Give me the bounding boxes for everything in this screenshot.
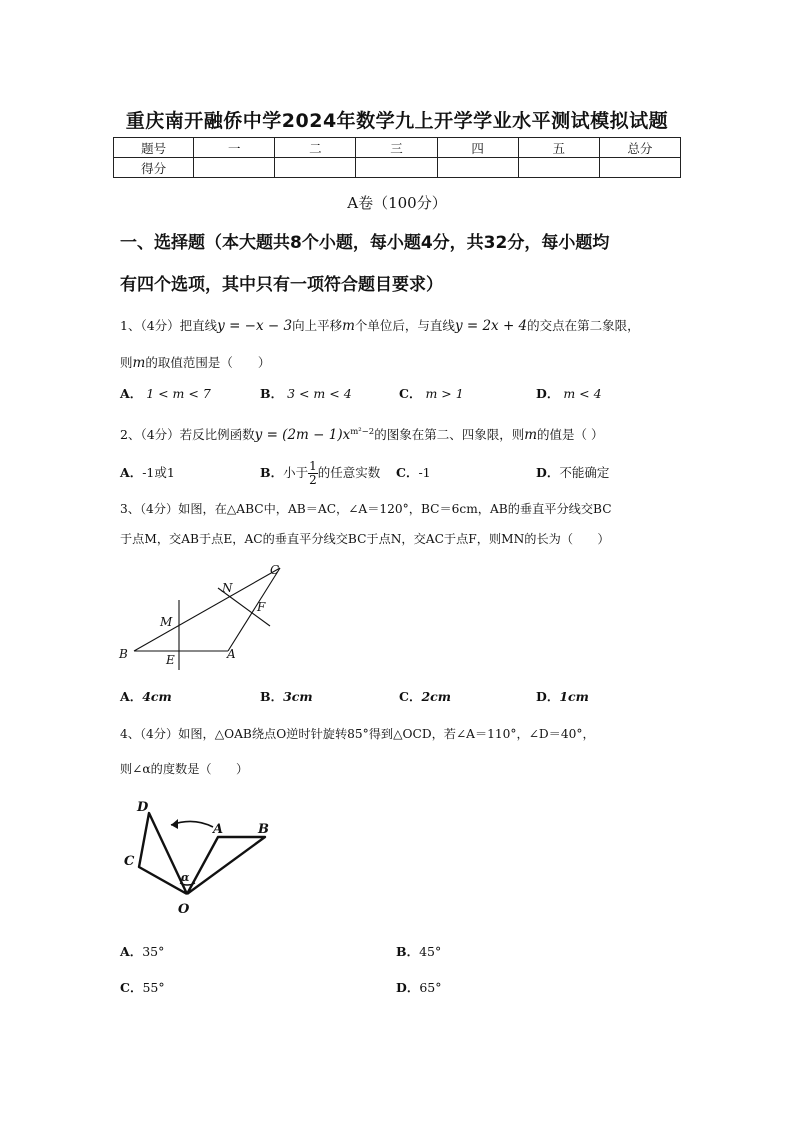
question-3-line-2: 于点M，交AB于点E，AC的垂直平分线交BC于点N，交AC于点F，则MN的长为（ ） (120, 532, 610, 546)
math-variable: m (132, 355, 146, 371)
math-expression: y = 2x + 4 (454, 318, 528, 334)
option-text: -1或1 (142, 465, 175, 480)
question-text: 2、（4分）若反比例函数 (120, 427, 255, 443)
option-c[interactable] (399, 688, 451, 706)
point-label: B (119, 647, 128, 661)
option-b[interactable] (396, 943, 441, 961)
score-input-cell[interactable] (194, 158, 275, 178)
option-b[interactable] (260, 455, 380, 491)
option-d[interactable] (396, 979, 442, 997)
question-text: 的交点在第二象限， (527, 318, 640, 333)
segment-ac (228, 568, 280, 651)
option-b[interactable] (260, 688, 313, 706)
table-cell: 得分 (114, 158, 194, 178)
option-label: C． (396, 465, 419, 480)
option-label: B． (260, 386, 284, 401)
fraction-denominator: 2 (309, 473, 317, 487)
table-cell: 题号 (114, 138, 194, 158)
option-d[interactable] (536, 688, 589, 706)
option-text: 的任意实数 (317, 465, 381, 480)
option-label: A． (120, 689, 143, 704)
question-2-line-1 (120, 423, 680, 444)
question-text: 向上平移 (292, 318, 343, 333)
option-text: 1 < m < 7 (146, 386, 211, 401)
option-a[interactable] (120, 688, 172, 706)
option-text: 不能确定 (559, 465, 610, 480)
option-label: D． (536, 689, 560, 704)
question-4-line-1: 4、（4分）如图，△OAB绕点O逆时针旋转85°得到△OCD，若∠A＝110°，∠D＝40°， (120, 727, 595, 741)
option-text: 2cm (421, 689, 451, 704)
table-cell: 三 (356, 138, 437, 158)
math-exponent: m²−2 (350, 427, 375, 437)
question-3-line-1: 3、（4分）如图，在△ABC中，AB＝AC，∠A＝120°，BC＝6cm，AB的垂直平分线交BC (120, 502, 612, 516)
option-a[interactable] (120, 943, 164, 961)
option-text: 55° (142, 980, 165, 995)
question-text: 的图象在第二、四象限，则 (374, 427, 525, 443)
option-c[interactable] (120, 979, 165, 997)
option-label: C． (399, 386, 422, 401)
point-label: E (166, 653, 175, 667)
point-label: A (227, 647, 236, 661)
point-label: N (222, 581, 233, 595)
section-subtitle: A卷（100分） (347, 194, 447, 212)
option-label: B． (260, 465, 284, 480)
question-text: 则 (120, 355, 133, 370)
option-text: 65° (419, 980, 442, 995)
option-a[interactable] (120, 464, 175, 482)
option-text: m < 4 (563, 386, 602, 401)
question-text: 个单位后，与直线 (354, 318, 455, 333)
table-cell: 五 (518, 138, 599, 158)
question-text: 的值是（ ） (537, 427, 604, 443)
option-b[interactable] (260, 385, 352, 403)
question-text: 1、（4分）把直线 (120, 318, 218, 333)
fraction (308, 460, 318, 487)
point-label: C (124, 854, 135, 869)
option-d[interactable] (536, 464, 609, 482)
option-text: 3 < m < 4 (287, 386, 352, 401)
option-a[interactable] (120, 385, 211, 403)
point-label: O (178, 902, 190, 917)
score-input-cell[interactable] (275, 158, 356, 178)
option-label: A． (120, 944, 143, 959)
point-label: F (257, 600, 266, 614)
score-table-score-row (114, 158, 681, 178)
section-heading-line-1: 一、选择题（本大题共8个小题，每小题4分，共32分，每小题均 (120, 233, 610, 253)
option-text: 35° (142, 944, 165, 959)
point-label: D (137, 800, 149, 815)
triangle-oab (187, 837, 265, 894)
score-input-cell[interactable] (518, 158, 599, 178)
math-variable: m (524, 427, 538, 444)
question-text: 的取值范围是（ ） (145, 355, 271, 370)
option-d[interactable] (536, 385, 602, 403)
point-label: M (160, 615, 173, 629)
math-variable: m (342, 318, 355, 334)
option-text: 小于 (283, 465, 309, 480)
option-label: C． (399, 689, 422, 704)
question-1-line-2 (120, 354, 680, 372)
question-1-line-1 (120, 317, 680, 335)
table-cell: 四 (437, 138, 518, 158)
option-text: 1cm (559, 689, 589, 704)
option-label: D． (396, 980, 420, 995)
option-label: C． (120, 980, 143, 995)
option-text: m > 1 (425, 386, 464, 401)
angle-label: α (181, 871, 190, 884)
option-c[interactable] (399, 385, 464, 403)
triangle-ocd (139, 813, 187, 894)
question-4-line-2: 则∠α的度数是（ ） (120, 762, 249, 776)
option-text: 3cm (283, 689, 313, 704)
math-expression: y = (2m − 1)x (254, 427, 351, 444)
triangle-figure (110, 560, 300, 675)
score-input-cell[interactable] (356, 158, 437, 178)
fraction-numerator: 1 (309, 459, 317, 473)
score-input-cell[interactable] (599, 158, 680, 178)
score-input-cell[interactable] (437, 158, 518, 178)
option-label: D． (536, 386, 560, 401)
table-cell: 一 (194, 138, 275, 158)
rotation-figure (115, 795, 285, 920)
option-text: 4cm (142, 689, 172, 704)
point-label: C (270, 563, 280, 577)
option-label: B． (260, 689, 284, 704)
score-table (113, 137, 681, 178)
point-label: B (258, 822, 269, 837)
table-cell: 二 (275, 138, 356, 158)
page-title: 重庆南开融侨中学2024年数学九上开学学业水平测试模拟试题 (125, 110, 669, 132)
option-c[interactable] (396, 464, 431, 482)
option-label: A． (120, 386, 143, 401)
option-label: B． (396, 944, 420, 959)
option-text: 45° (419, 944, 442, 959)
math-expression: y = −x − 3 (217, 318, 293, 334)
section-heading-line-2: 有四个选项，其中只有一项符合题目要求） (120, 275, 443, 295)
point-label: A (213, 822, 224, 837)
table-cell: 总分 (599, 138, 680, 158)
option-text: -1 (418, 465, 431, 480)
score-table-header-row (114, 138, 681, 158)
option-label: A． (120, 465, 143, 480)
option-label: D． (536, 465, 560, 480)
